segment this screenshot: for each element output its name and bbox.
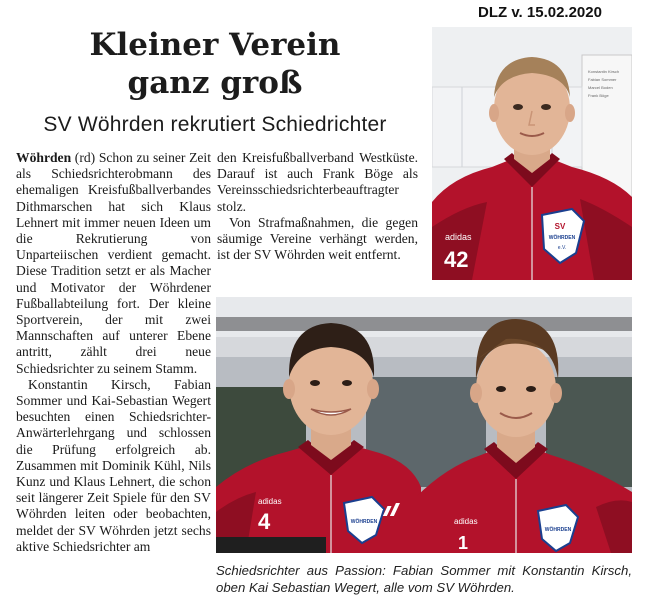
- board-text-1: Konstantin Kirsch: [588, 69, 620, 74]
- article-paragraph-1-text: (rd) Schon zu seiner Zeit als Schiedsrichterobmann des ehemaligen Kreisfußballverbandes Dithmarschen hat sich Klaus Lehnert mit immer neuen Ideen um die Rekrutierung von Unparteiischen verdient gemacht. Diese Tradition setzt er als Macher und Motivator der Wöhrdener Fußballabteilung fort. Der kleine Sportverein, der mit zwei Mannschaften auf unterer Ebene antritt, zählt drei neue Schiedsrichter zu seinem Stamm.: [16, 150, 211, 376]
- photo-caption: Schiedsrichter aus Passion: Fabian Sommer mit Konstantin Kirsch, oben Kai Sebastian Wegert, alle vom SV Wöhrden.: [216, 563, 632, 595]
- photo-referee-portrait-image: [432, 27, 632, 280]
- crest-club-name: WÖHRDEN: [548, 235, 576, 241]
- left-jersey-number: 4: [258, 509, 271, 534]
- article-paragraph-3: Von Strafmaßnahmen, die gegen säumige Vereine verhängt werden, ist der SV Wöhrden weit entfernt.: [217, 214, 418, 263]
- article-paragraph-2: Konstantin Kirsch, Fabian Sommer und Kai-Sebastian Wegert besuchten einen Schiedsrichter-Anwärterlehrgang und schlossen die Prüfung erfolgreich ab. Zusammen mit Dominik Kühl, Nils Kunz und Klaus Lehnert, die schon seit längerer Zeit Spiele für den SV Wöhrden leiten oder beobachten, meldet der SV Wöhrden jetzt sechs aktive Schiedsrichter am: [16, 376, 211, 554]
- board-text-2: Fabian Sommer: [588, 77, 617, 82]
- subheadline: SV Wöhrden rekrutiert Schiedrichter: [43, 113, 387, 136]
- headline-line-2: ganz groß: [127, 65, 303, 101]
- crest-sv-text: SV: [554, 222, 566, 231]
- board-text-4: Frank Böge: [588, 93, 609, 98]
- headline: [10, 26, 420, 102]
- left-crest-name: WÖHRDEN: [350, 519, 378, 525]
- photo-two-referees: [216, 297, 632, 553]
- headline-line-1: Kleiner Verein: [89, 27, 341, 63]
- photo-referee-portrait: [432, 27, 632, 280]
- article-column-2: [217, 150, 418, 263]
- article-paragraph-1: [16, 150, 211, 377]
- publication-dateline: DLZ v. 15.02.2020: [478, 4, 602, 21]
- right-jersey-number: 1: [458, 533, 469, 553]
- jersey-number-42: 42: [444, 247, 469, 272]
- right-jersey-brand: adidas: [454, 517, 478, 526]
- board-text-3: Marcel Boden: [588, 85, 613, 90]
- article-lead-word: Wöhrden: [16, 150, 72, 165]
- article-column-1: [16, 150, 211, 555]
- photo-two-referees-image: [216, 297, 632, 553]
- left-jersey-brand: adidas: [258, 497, 282, 506]
- right-crest-name: WÖHRDEN: [544, 527, 572, 533]
- jersey-brand-text: adidas: [445, 232, 472, 242]
- crest-year: e.V.: [557, 245, 567, 251]
- article-paragraph-2-continued: den Kreisfußballverband Westküste. Darauf ist auch Frank Böge als Vereinsschiedsrichterbeauftragter stolz.: [217, 150, 418, 214]
